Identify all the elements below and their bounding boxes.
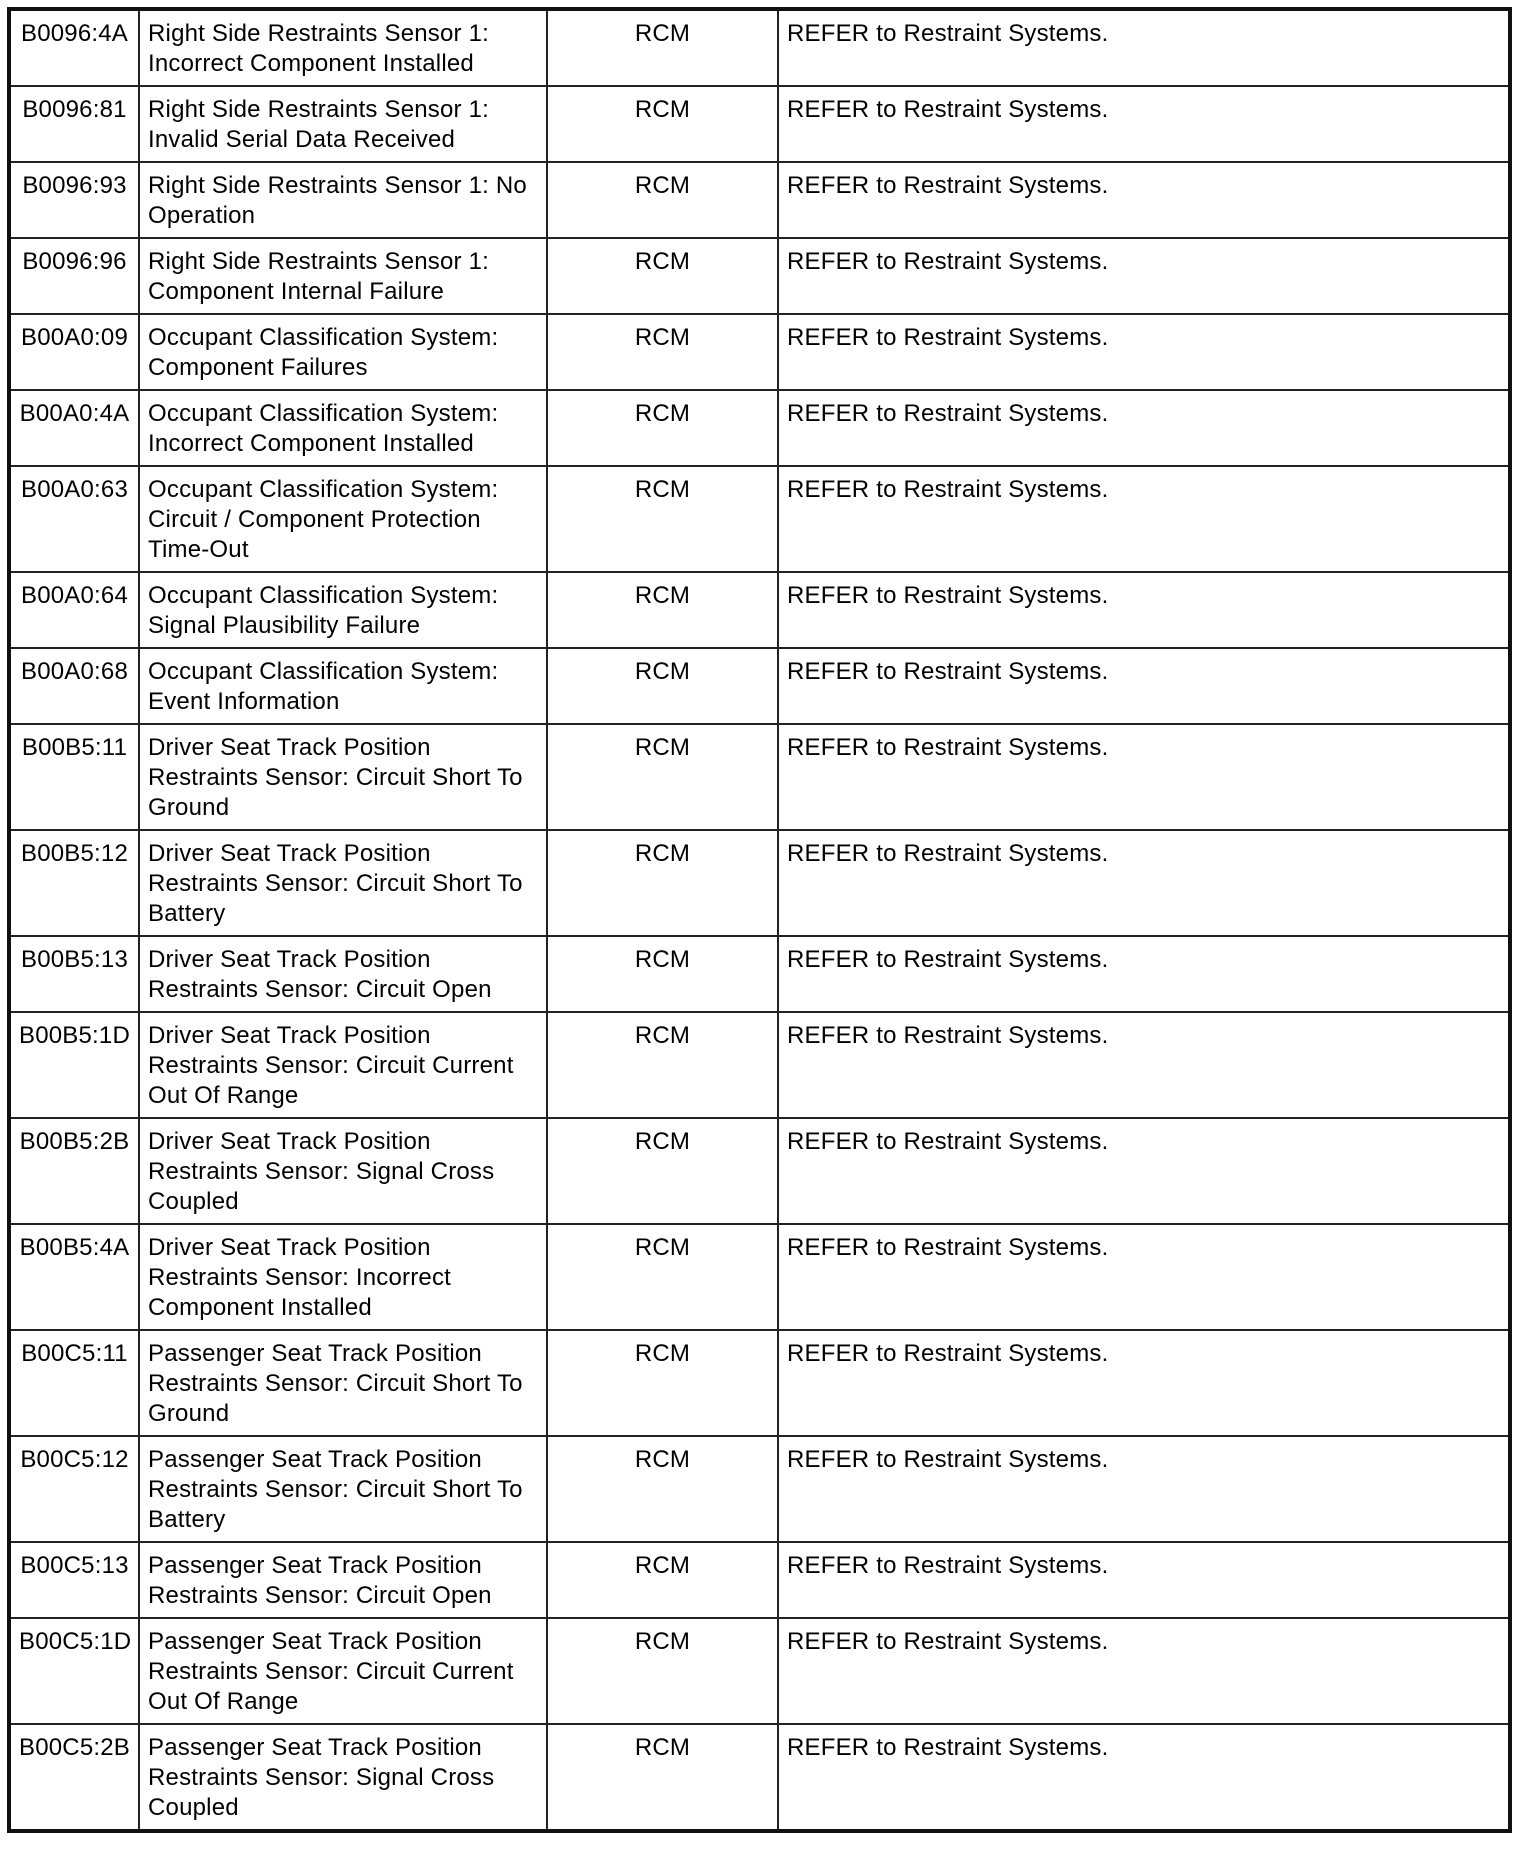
dtc-description-cell: Right Side Restraints Sensor 1: No Operation xyxy=(139,162,547,238)
table-row xyxy=(9,9,1510,86)
dtc-module-cell: RCM xyxy=(547,572,778,648)
table-row xyxy=(9,1330,1510,1436)
dtc-action-cell: REFER to Restraint Systems. xyxy=(778,1436,1510,1542)
dtc-code-cell: B00A0:63 xyxy=(9,466,139,572)
dtc-code-cell: B0096:93 xyxy=(9,162,139,238)
dtc-action-cell: REFER to Restraint Systems. xyxy=(778,1618,1510,1724)
dtc-description-cell: Passenger Seat Track Position Restraints Sensor: Circuit Current Out Of Range xyxy=(139,1618,547,1724)
dtc-code-cell: B00B5:1D xyxy=(9,1012,139,1118)
table-row xyxy=(9,830,1510,936)
dtc-code-cell: B00B5:4A xyxy=(9,1224,139,1330)
dtc-action-cell: REFER to Restraint Systems. xyxy=(778,1330,1510,1436)
dtc-module-cell: RCM xyxy=(547,648,778,724)
dtc-action-cell: REFER to Restraint Systems. xyxy=(778,238,1510,314)
dtc-action-cell: REFER to Restraint Systems. xyxy=(778,648,1510,724)
dtc-description-cell: Occupant Classification System: Component Failures xyxy=(139,314,547,390)
table-row xyxy=(9,1436,1510,1542)
dtc-module-cell: RCM xyxy=(547,390,778,466)
dtc-table-body xyxy=(9,9,1510,1831)
dtc-code-cell: B00C5:1D xyxy=(9,1618,139,1724)
dtc-module-cell: RCM xyxy=(547,936,778,1012)
table-row xyxy=(9,314,1510,390)
dtc-action-cell: REFER to Restraint Systems. xyxy=(778,724,1510,830)
dtc-description-cell: Passenger Seat Track Position Restraints Sensor: Circuit Open xyxy=(139,1542,547,1618)
dtc-module-cell: RCM xyxy=(547,1436,778,1542)
dtc-module-cell: RCM xyxy=(547,162,778,238)
dtc-description-cell: Driver Seat Track Position Restraints Sensor: Signal Cross Coupled xyxy=(139,1118,547,1224)
dtc-action-cell: REFER to Restraint Systems. xyxy=(778,1224,1510,1330)
table-row xyxy=(9,162,1510,238)
dtc-action-cell: REFER to Restraint Systems. xyxy=(778,1724,1510,1831)
dtc-action-cell: REFER to Restraint Systems. xyxy=(778,314,1510,390)
dtc-module-cell: RCM xyxy=(547,9,778,86)
dtc-action-cell: REFER to Restraint Systems. xyxy=(778,390,1510,466)
dtc-action-cell: REFER to Restraint Systems. xyxy=(778,86,1510,162)
dtc-description-cell: Right Side Restraints Sensor 1: Component Internal Failure xyxy=(139,238,547,314)
dtc-code-cell: B0096:4A xyxy=(9,9,139,86)
table-row xyxy=(9,466,1510,572)
dtc-description-cell: Right Side Restraints Sensor 1: Invalid Serial Data Received xyxy=(139,86,547,162)
dtc-description-cell: Occupant Classification System: Incorrect Component Installed xyxy=(139,390,547,466)
dtc-module-cell: RCM xyxy=(547,1618,778,1724)
table-row xyxy=(9,936,1510,1012)
dtc-module-cell: RCM xyxy=(547,86,778,162)
dtc-action-cell: REFER to Restraint Systems. xyxy=(778,1012,1510,1118)
dtc-action-cell: REFER to Restraint Systems. xyxy=(778,1542,1510,1618)
dtc-description-cell: Driver Seat Track Position Restraints Sensor: Circuit Current Out Of Range xyxy=(139,1012,547,1118)
dtc-module-cell: RCM xyxy=(547,1542,778,1618)
dtc-module-cell: RCM xyxy=(547,1330,778,1436)
table-row xyxy=(9,1012,1510,1118)
dtc-description-cell: Driver Seat Track Position Restraints Sensor: Circuit Short To Ground xyxy=(139,724,547,830)
dtc-description-cell: Occupant Classification System: Signal Plausibility Failure xyxy=(139,572,547,648)
dtc-description-cell: Passenger Seat Track Position Restraints Sensor: Circuit Short To Battery xyxy=(139,1436,547,1542)
table-row xyxy=(9,1224,1510,1330)
dtc-description-cell: Driver Seat Track Position Restraints Sensor: Circuit Short To Battery xyxy=(139,830,547,936)
dtc-action-cell: REFER to Restraint Systems. xyxy=(778,936,1510,1012)
dtc-code-cell: B0096:96 xyxy=(9,238,139,314)
dtc-code-cell: B00A0:4A xyxy=(9,390,139,466)
dtc-code-cell: B00A0:64 xyxy=(9,572,139,648)
dtc-code-cell: B00C5:11 xyxy=(9,1330,139,1436)
dtc-module-cell: RCM xyxy=(547,1724,778,1831)
table-row xyxy=(9,648,1510,724)
dtc-description-cell: Passenger Seat Track Position Restraints Sensor: Signal Cross Coupled xyxy=(139,1724,547,1831)
dtc-action-cell: REFER to Restraint Systems. xyxy=(778,9,1510,86)
dtc-action-cell: REFER to Restraint Systems. xyxy=(778,1118,1510,1224)
dtc-module-cell: RCM xyxy=(547,1118,778,1224)
table-row xyxy=(9,1542,1510,1618)
dtc-code-cell: B00A0:09 xyxy=(9,314,139,390)
dtc-description-cell: Occupant Classification System: Circuit / Component Protection Time-Out xyxy=(139,466,547,572)
dtc-code-cell: B00C5:12 xyxy=(9,1436,139,1542)
dtc-action-cell: REFER to Restraint Systems. xyxy=(778,572,1510,648)
dtc-code-cell: B0096:81 xyxy=(9,86,139,162)
dtc-code-cell: B00B5:12 xyxy=(9,830,139,936)
dtc-action-cell: REFER to Restraint Systems. xyxy=(778,466,1510,572)
dtc-code-cell: B00C5:2B xyxy=(9,1724,139,1831)
dtc-description-cell: Passenger Seat Track Position Restraints Sensor: Circuit Short To Ground xyxy=(139,1330,547,1436)
dtc-module-cell: RCM xyxy=(547,238,778,314)
table-row xyxy=(9,390,1510,466)
dtc-code-cell: B00B5:2B xyxy=(9,1118,139,1224)
dtc-module-cell: RCM xyxy=(547,830,778,936)
dtc-code-cell: B00C5:13 xyxy=(9,1542,139,1618)
dtc-code-cell: B00B5:11 xyxy=(9,724,139,830)
table-row xyxy=(9,238,1510,314)
dtc-module-cell: RCM xyxy=(547,1224,778,1330)
table-row xyxy=(9,724,1510,830)
table-row xyxy=(9,572,1510,648)
table-row xyxy=(9,86,1510,162)
dtc-description-cell: Right Side Restraints Sensor 1: Incorrect Component Installed xyxy=(139,9,547,86)
dtc-description-cell: Occupant Classification System: Event Information xyxy=(139,648,547,724)
dtc-description-cell: Driver Seat Track Position Restraints Sensor: Circuit Open xyxy=(139,936,547,1012)
table-row xyxy=(9,1724,1510,1831)
dtc-module-cell: RCM xyxy=(547,466,778,572)
dtc-module-cell: RCM xyxy=(547,724,778,830)
dtc-code-cell: B00B5:13 xyxy=(9,936,139,1012)
table-row xyxy=(9,1118,1510,1224)
dtc-code-cell: B00A0:68 xyxy=(9,648,139,724)
dtc-action-cell: REFER to Restraint Systems. xyxy=(778,162,1510,238)
dtc-module-cell: RCM xyxy=(547,314,778,390)
dtc-description-cell: Driver Seat Track Position Restraints Sensor: Incorrect Component Installed xyxy=(139,1224,547,1330)
dtc-module-cell: RCM xyxy=(547,1012,778,1118)
dtc-action-cell: REFER to Restraint Systems. xyxy=(778,830,1510,936)
dtc-table xyxy=(7,7,1512,1833)
table-row xyxy=(9,1618,1510,1724)
